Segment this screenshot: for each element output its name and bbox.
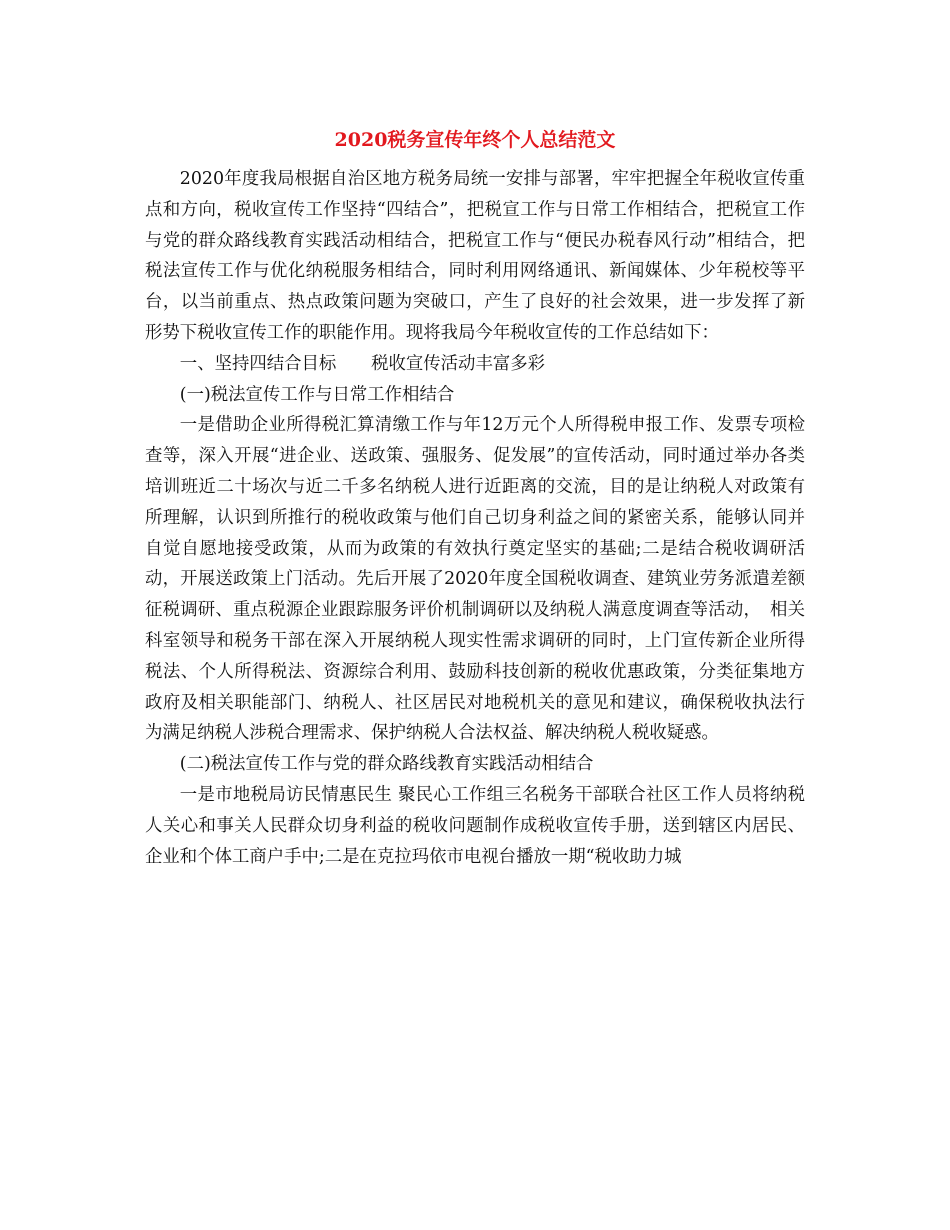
paragraph-intro: 2020年度我局根据自治区地方税务局统一安排与部署，牢牢把握全年税收宣传重点和方向，税收宣传工作坚持“四结合”，把税宣工作与日常工作相结合，把税宣工作与党的群众路线教育实践活动相结合，把税宣工作与“便民办税春风行动”相结合，把税法宣传工作与优化纳税服务相结合，同时利用网络通讯、新闻媒体、少年税校等平台，以当前重点、热点政策问题为突破口，产生了良好的社会效果，进一步发挥了新形势下税收宣传工作的职能作用。现将我局今年税收宣传的工作总结如下： bbox=[145, 169, 805, 343]
heading-section-one: 一、坚持四结合目标 税收宣传活动丰富多彩 bbox=[179, 353, 546, 374]
paragraph-subsection-one: 一是借助企业所得税汇算清缴工作与年12万元个人所得税申报工作、发票专项检查等，深入开展“进企业、送政策、强服务、促发展”的宣传活动，同时通过举办各类培训班近二十场次与近二千多名纳税人进行近距离的交流，目的是让纳税人对政策有所理解，认识到所推行的税收政策与他们自己切身利益之间的紧密关系，能够认同并自觉自愿地接受政策，从而为政策的有效执行奠定坚实的基础;二是结合税收调研活动，开展送政策上门活动。先后开展了2020年度全国税收调查、建筑业劳务派遣差额征税调研、重点税源企业跟踪服务评价机制调研以及纳税人满意度调查等活动， 相关科室领导和税务干部在深入开展纳税人现实性需求调研的同时，上门宣传新企业所得税法、个人所得税法、资源综合利用、鼓励科技创新的税收优惠政策，分类征集地方政府及相关职能部门、纳税人、社区居民对地税机关的意见和建议，确保税收执法行为满足纳税人涉税合理需求、保护纳税人合法权益、解决纳税人税收疑惑。 bbox=[145, 415, 805, 744]
paragraph-subsection-two: 一是市地税局访民情惠民生 聚民心工作组三名税务干部联合社区工作人员将纳税人关心和事关人民群众切身利益的税收问题制作成税收宣传手册，送到辖区内居民、企业和个体工商户手中;二是在克拉玛依市电视台播放一期“税收助力城 bbox=[145, 784, 805, 867]
document-title: 2020税务宣传年终个人总结范文 bbox=[334, 129, 616, 151]
document-body bbox=[145, 164, 805, 872]
heading-subsection-one: (一)税法宣传工作与日常工作相结合 bbox=[179, 384, 455, 405]
heading-subsection-two: (二)税法宣传工作与党的群众路线教育实践活动相结合 bbox=[179, 754, 594, 775]
